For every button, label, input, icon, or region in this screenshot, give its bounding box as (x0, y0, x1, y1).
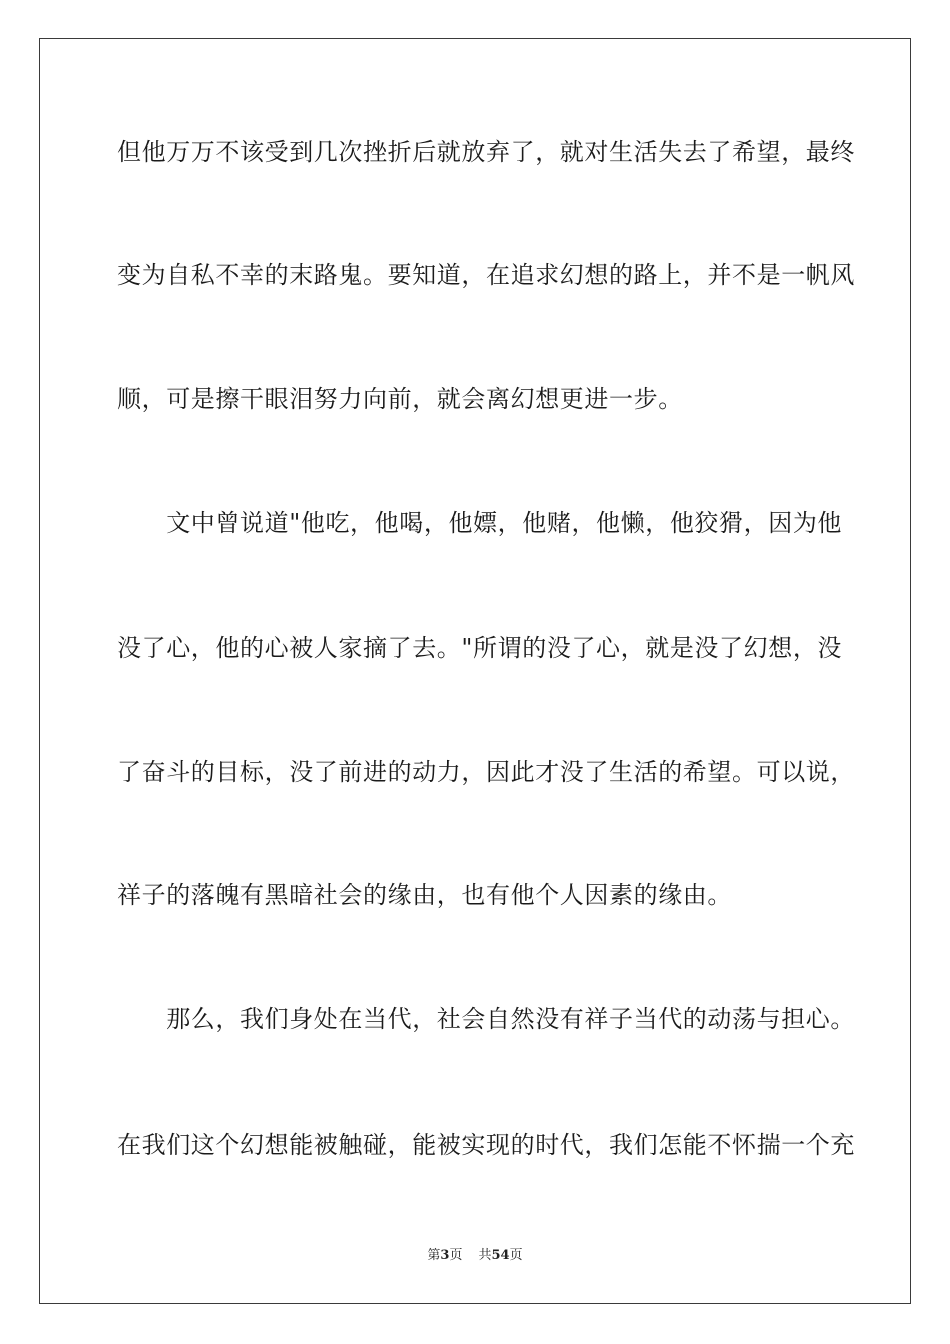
page-number: 3 (440, 1248, 450, 1263)
text-line-2: 变为自私不幸的末路鬼。要知道，在追求幻想的路上，并不是一帆风 (117, 261, 855, 289)
page-prefix: 第 (427, 1248, 441, 1263)
page-suffix: 页 (449, 1248, 463, 1263)
page-border (39, 38, 911, 1304)
total-pages: 54 (491, 1248, 510, 1263)
text-line-8: 那么，我们身处在当代，社会自然没有祥子当代的动荡与担心。 (117, 1005, 855, 1033)
text-line-4: 文中曾说道"他吃，他喝，他嫖，他赌，他懒，他狡猾，因为他 (117, 509, 843, 537)
text-line-1: 但他万万不该受到几次挫折后就放弃了，就对生活失去了希望，最终 (117, 138, 855, 166)
page-footer (0, 1247, 950, 1265)
text-line-9: 在我们这个幻想能被触碰，能被实现的时代，我们怎能不怀揣一个充 (117, 1131, 855, 1159)
total-prefix: 共 (478, 1248, 492, 1263)
text-line-7: 祥子的落魄有黑暗社会的缘由，也有他个人因素的缘由。 (117, 881, 732, 909)
total-suffix: 页 (509, 1248, 523, 1263)
text-line-5: 没了心，他的心被人家摘了去。"所谓的没了心，就是没了幻想，没 (117, 634, 843, 662)
text-line-6: 了奋斗的目标，没了前进的动力，因此才没了生活的希望。可以说， (117, 758, 855, 786)
text-line-3: 顺，可是擦干眼泪努力向前，就会离幻想更进一步。 (117, 385, 683, 413)
